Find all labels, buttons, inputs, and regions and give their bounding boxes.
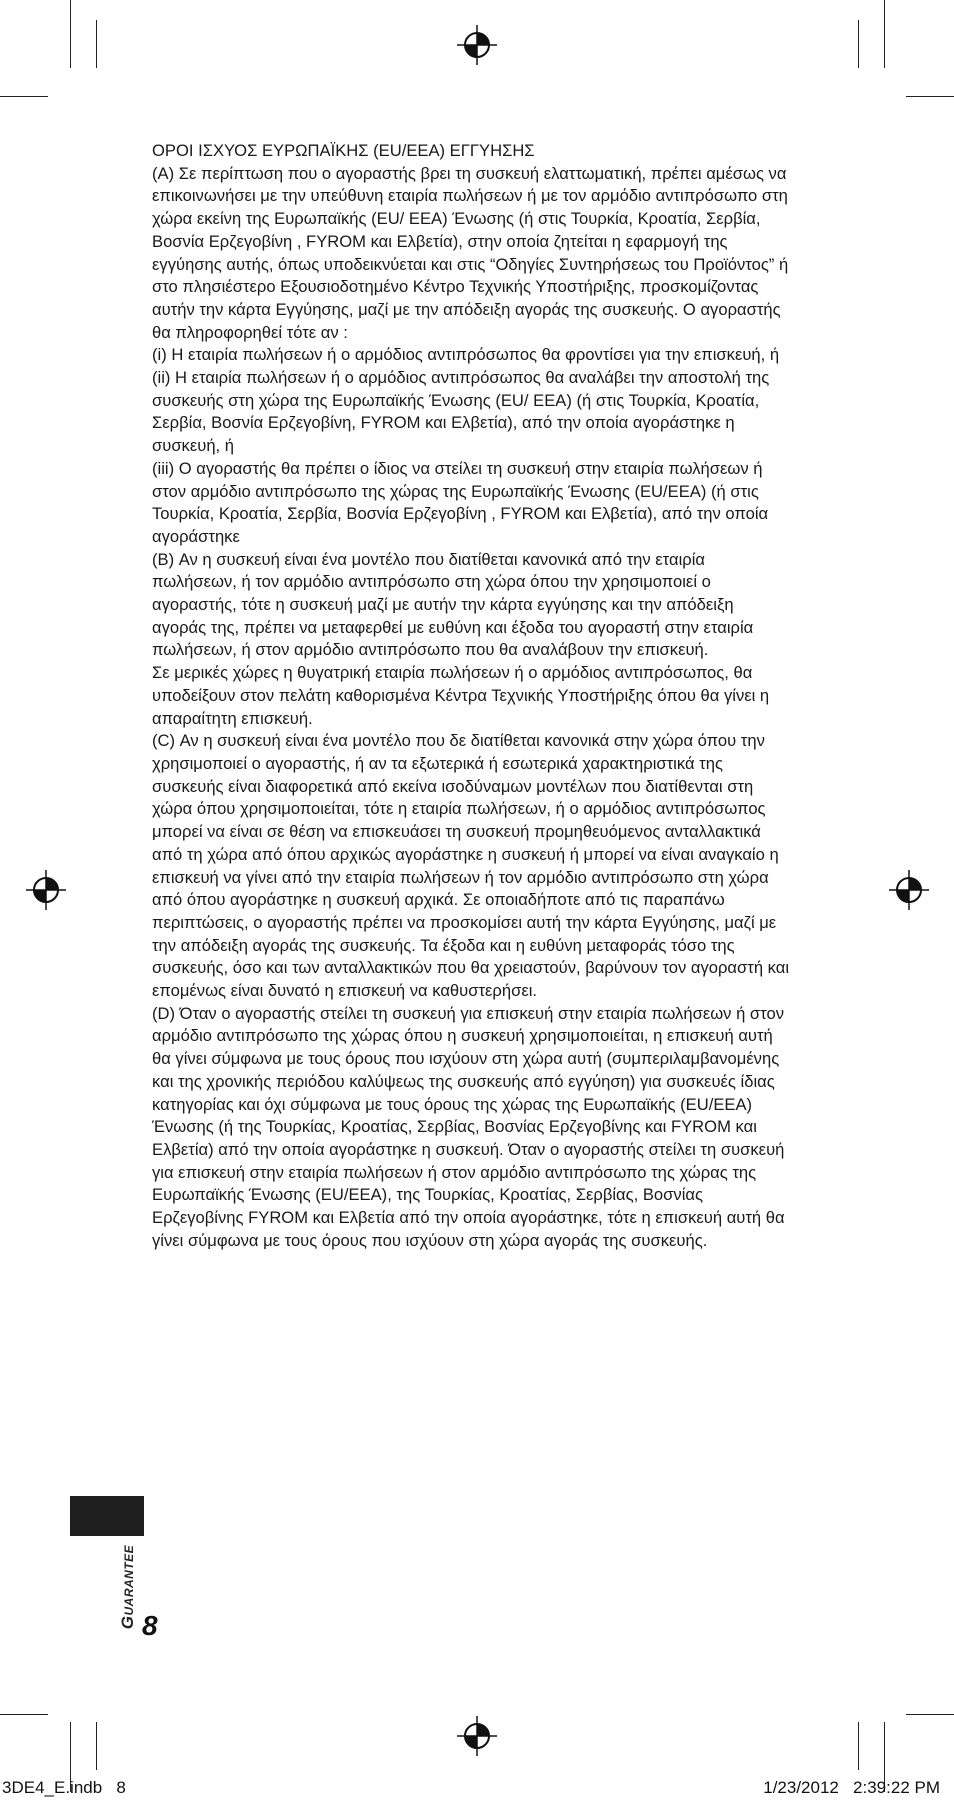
page-number: 8 [142, 1610, 158, 1641]
registration-mark-icon [26, 870, 66, 910]
crop-mark [0, 1714, 48, 1715]
crop-mark [906, 1714, 954, 1715]
paragraph-b-note: Σε μερικές χώρες η θυγατρική εταιρία πωλήσεων ή ο αρμόδιος αντιπρόσωπος, θα υποδείξουν στον πελάτη καθορισμένα Κέντρα Τεχνικής Υποστήριξης όπου θα γίνει η απαραίτητη επισκευή. [152, 663, 770, 728]
registration-mark-icon [457, 1716, 497, 1756]
paragraph-c: (C) Αν η συσκευή είναι ένα μοντέλο που δε διατίθεται κανονικά στην χώρα όπου την χρησιμοποιεί ο αγοραστής, ή αν τα εξωτερικά ή εσωτερικά χαρακτηριστικά της συσκευής είναι διαφορετικά από εκείνα ισοδύναμων μοντέλων που διατίθενται στη χώρα όπου χρησιμοποιείται, τότε η εταιρία πωλήσεων, ή ο αρμόδιος αντιπρόσωπος μπορεί να είναι σε θέση να επισκευάσει τη συσκευή προμηθευόμενος ανταλλακτικά από τη χώρα από όπου αρχικώς αγοράστηκε η συσκευή ή μπορεί να είναι αναγκαίο η επισκευή να γίνει από την εταιρία πωλήσεων ή τον αρμόδιο αντιπρόσωπο στη χώρα από όπου αγοράστηκε η συσκευή αρχικά. Σε οποιαδήποτε από τις παραπάνω περιπτώσεις, ο αγοραστής πρέπει να προσκομίσει αυτή την κάρτα Εγγύησης, μαζί με την απόδειξη αγοράς της συσκευής. Τα έξοδα και η ευθύνη μεταφοράς τόσο της συσκευής, όσο και των ανταλλακτικών που θα χρειαστούν, βαρύνουν τον αγοραστή και επομένως είναι δυνατό η επισκευή να καθυστερήσει. [152, 731, 790, 1001]
crop-mark [858, 1722, 859, 1770]
crop-mark [70, 0, 71, 68]
section-tab-label: Guarantee [118, 1544, 137, 1630]
registration-mark-icon [889, 870, 929, 910]
slug-filename: 3DE4_E.indb 8 [2, 1778, 126, 1797]
slug-datetime: 1/23/2012 2:39:22 PM [763, 1778, 940, 1797]
paragraph-ii: (ii) Η εταιρία πωλήσεων ή ο αρμόδιος αντιπρόσωπος θα αναλάβει την αποστολή της συσκευής στη χώρα της Ευρωπαϊκής Ένωσης (EU/ EEA) (ή στις Τουρκία, Κροατία, Σερβία, Βοσνία Ερζεγοβίνη, FYROM και Ελβετία), από την οποία αγοράστηκε η συσκευή, ή [152, 368, 770, 456]
crop-mark [906, 96, 954, 97]
heading: ΟΡΟΙ ΙΣΧΥΟΣ ΕΥΡΩΠΑΪΚΗΣ (EU/EEA) ΕΓΓΥΗΣΗΣ [152, 141, 535, 160]
crop-mark [884, 0, 885, 68]
registration-mark-icon [457, 25, 497, 65]
section-tab-block [70, 1496, 144, 1536]
crop-mark [858, 20, 859, 68]
crop-mark [96, 20, 97, 68]
crop-mark [96, 1722, 97, 1770]
paragraph-d: (D) Όταν ο αγοραστής στείλει τη συσκευή για επισκευή στην εταιρία πωλήσεων ή στον αρμόδιο αντιπρόσωπο της χώρας όπου η συσκευή χρησιμοποιείται, η επισκευή αυτή θα γίνει σύμφωνα με τους όρους που ισχύουν στη χώρα αυτή (συμπεριλαμβανομένης και της χρονικής περιόδου καλύψεως της συσκευής από εγγύηση) για συσκευές ίδιας κατηγορίας και όχι σύμφωνα με τους όρους της χώρας της Ευρωπαϊκής (EU/EEA) Ένωσης (ή της Τουρκίας, Κροατίας, Σερβίας, Βοσνίας Ερζεγοβίνης και FYROM και Ελβετία) από την οποία αγοράστηκε η συσκευή. Όταν ο αγοραστής στείλει τη συσκευή για επισκευή στην εταιρία πωλήσεων ή στον αρμόδιο αντιπρόσωπο της χώρας της Ευρωπαϊκής Ένωσης (EU/EEA), της Τουρκίας, Κροατίας, Σερβίας, Βοσνίας Ερζεγοβίνης FYROM και Ελβετία από την οποία αγοράστηκε, τότε η επισκευή αυτή θα γίνει σύμφωνα με τους όρους που ισχύουν στη χώρα αγοράς της συσκευής. [152, 1003, 785, 1250]
guarantee-text [152, 140, 792, 1252]
crop-mark [0, 96, 48, 97]
paragraph-iii: (iii) Ο αγοραστής θα πρέπει ο ίδιος να στείλει τη συσκευή στην εταιρία πωλήσεων ή στον αρμόδιο αντιπρόσωπο της χώρας της Ευρωπαϊκής Ένωσης (EU/EEA) (ή στις Τουρκία, Κροατία, Σερβία, Βοσνία Ερζεγοβίνη , FYROM και Ελβετία), από την οποία αγοράστηκε [152, 458, 769, 546]
paragraph-i: (i) Η εταιρία πωλήσεων ή ο αρμόδιος αντιπρόσωπος θα φροντίσει για την επισκευή, ή [152, 345, 780, 365]
paragraph-b: (B) Αν η συσκευή είναι ένα μοντέλο που διατίθεται κανονικά από την εταιρία πωλήσεων, ή τον αρμόδιο αντιπρόσωπο στη χώρα όπου την χρησιμοποιεί ο αγοραστής, τότε η συσκευή μαζί με αυτήν την κάρτα εγγύησης και την απόδειξη αγοράς της, πρέπει να μεταφερθεί με ευθύνη και έξοδα του αγοραστή στην εταιρία πωλήσεων, ή στον αρμόδιο αντιπρόσωπο που θα αναλάβουν την επισκευή. [152, 549, 754, 660]
paragraph-a: (A) Σε περίπτωση που ο αγοραστής βρει τη συσκευή ελαττωματική, πρέπει αμέσως να επικοινωνήσει με την υπεύθυνη εταιρία πωλήσεων ή με τον αρμόδιο αντιπρόσωπο στη χώρα εκείνη της Ευρωπαϊκής (EU/ EEA) Ένωσης (ή στις Τουρκία, Κροατία, Σερβία, Βοσνία Ερζεγοβίνη , FYROM και Ελβετία), στην οποία ζητείται η εφαρμογή της εγγύησης αυτής, όπως υποδεικνύεται και στις “Οδηγίες Συντηρήσεως του Προϊόντος” ή στο πλησιέστερο Εξουσιοδοτημένο Κέντρο Τεχνικής Υποστήριξης, προσκομίζοντας αυτήν την κάρτα Εγγύησης, μαζί με την απόδειξη αγοράς της συσκευής. Ο αγοραστής θα πληροφορηθεί τότε αν : [152, 163, 789, 342]
